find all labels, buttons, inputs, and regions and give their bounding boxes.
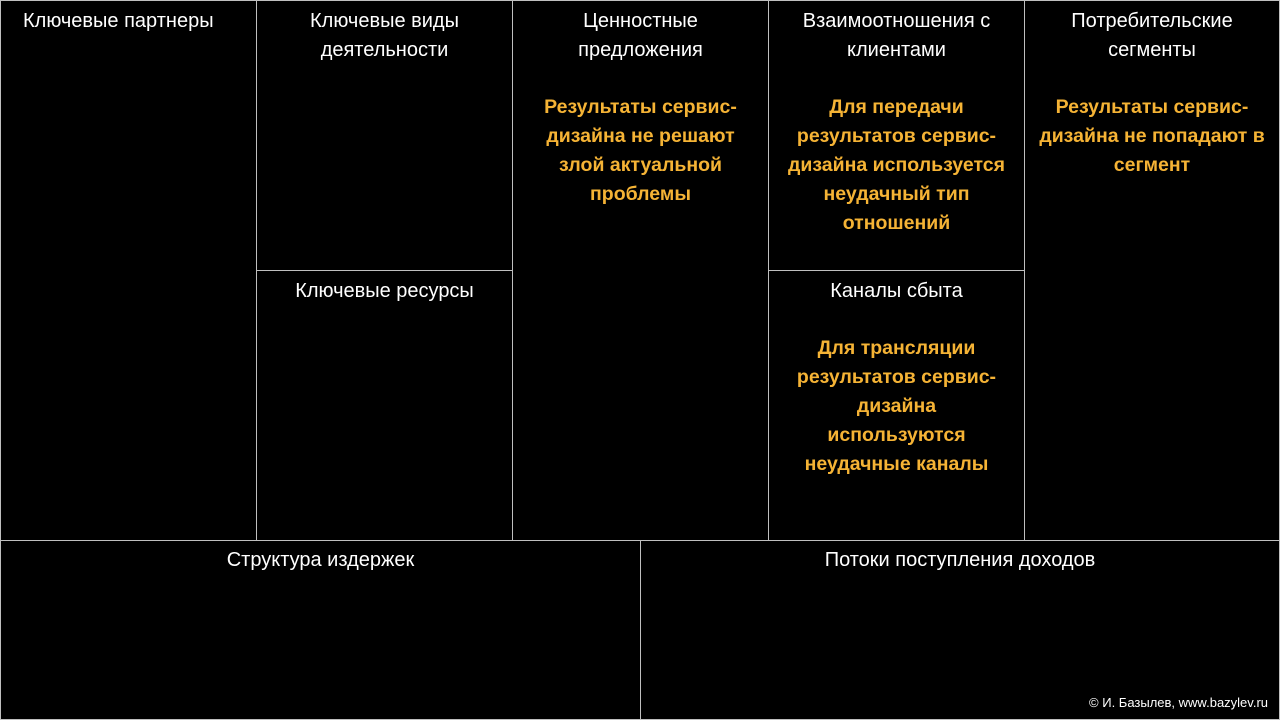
customer-segments-note: Результаты сервис-дизайна не попадают в сегмент bbox=[1039, 96, 1265, 176]
customer-relationships-note: Для передачи результатов сервис-дизайна используется неудачный тип отношений bbox=[788, 96, 1005, 234]
value-propositions-note: Результаты сервис-дизайна не решают злой актуальной проблемы bbox=[544, 96, 737, 205]
value-propositions-block bbox=[512, 0, 769, 541]
key-resources-block bbox=[256, 270, 513, 541]
revenue-streams-title: Потоки поступления доходов bbox=[824, 549, 1096, 571]
channels-title: Каналы сбыта bbox=[830, 280, 963, 302]
cost-structure-title: Структура издержек bbox=[226, 549, 415, 571]
customer-segments-block bbox=[1024, 0, 1280, 541]
key-resources-title: Ключевые ресурсы bbox=[295, 280, 474, 302]
copyright-text: © И. Базылев, www.bazylev.ru bbox=[1089, 695, 1268, 710]
value-propositions-title: Ценностные предложения bbox=[578, 10, 703, 61]
key-partners-block bbox=[0, 0, 257, 541]
key-partners-title: Ключевые партнеры bbox=[23, 10, 214, 32]
revenue-streams-block bbox=[640, 540, 1280, 720]
customer-relationships-block bbox=[768, 0, 1025, 271]
customer-segments-title: Потребительские сегменты bbox=[1071, 10, 1233, 61]
cost-structure-block bbox=[0, 540, 641, 720]
channels-note: Для трансляции результатов сервис-дизайна используются неудачные каналы bbox=[796, 337, 997, 475]
key-activities-block bbox=[256, 0, 513, 271]
channels-block bbox=[768, 270, 1025, 541]
key-activities-title: Ключевые виды деятельности bbox=[310, 10, 459, 61]
customer-relationships-title: Взаимоотношения с клиентами bbox=[802, 10, 991, 61]
